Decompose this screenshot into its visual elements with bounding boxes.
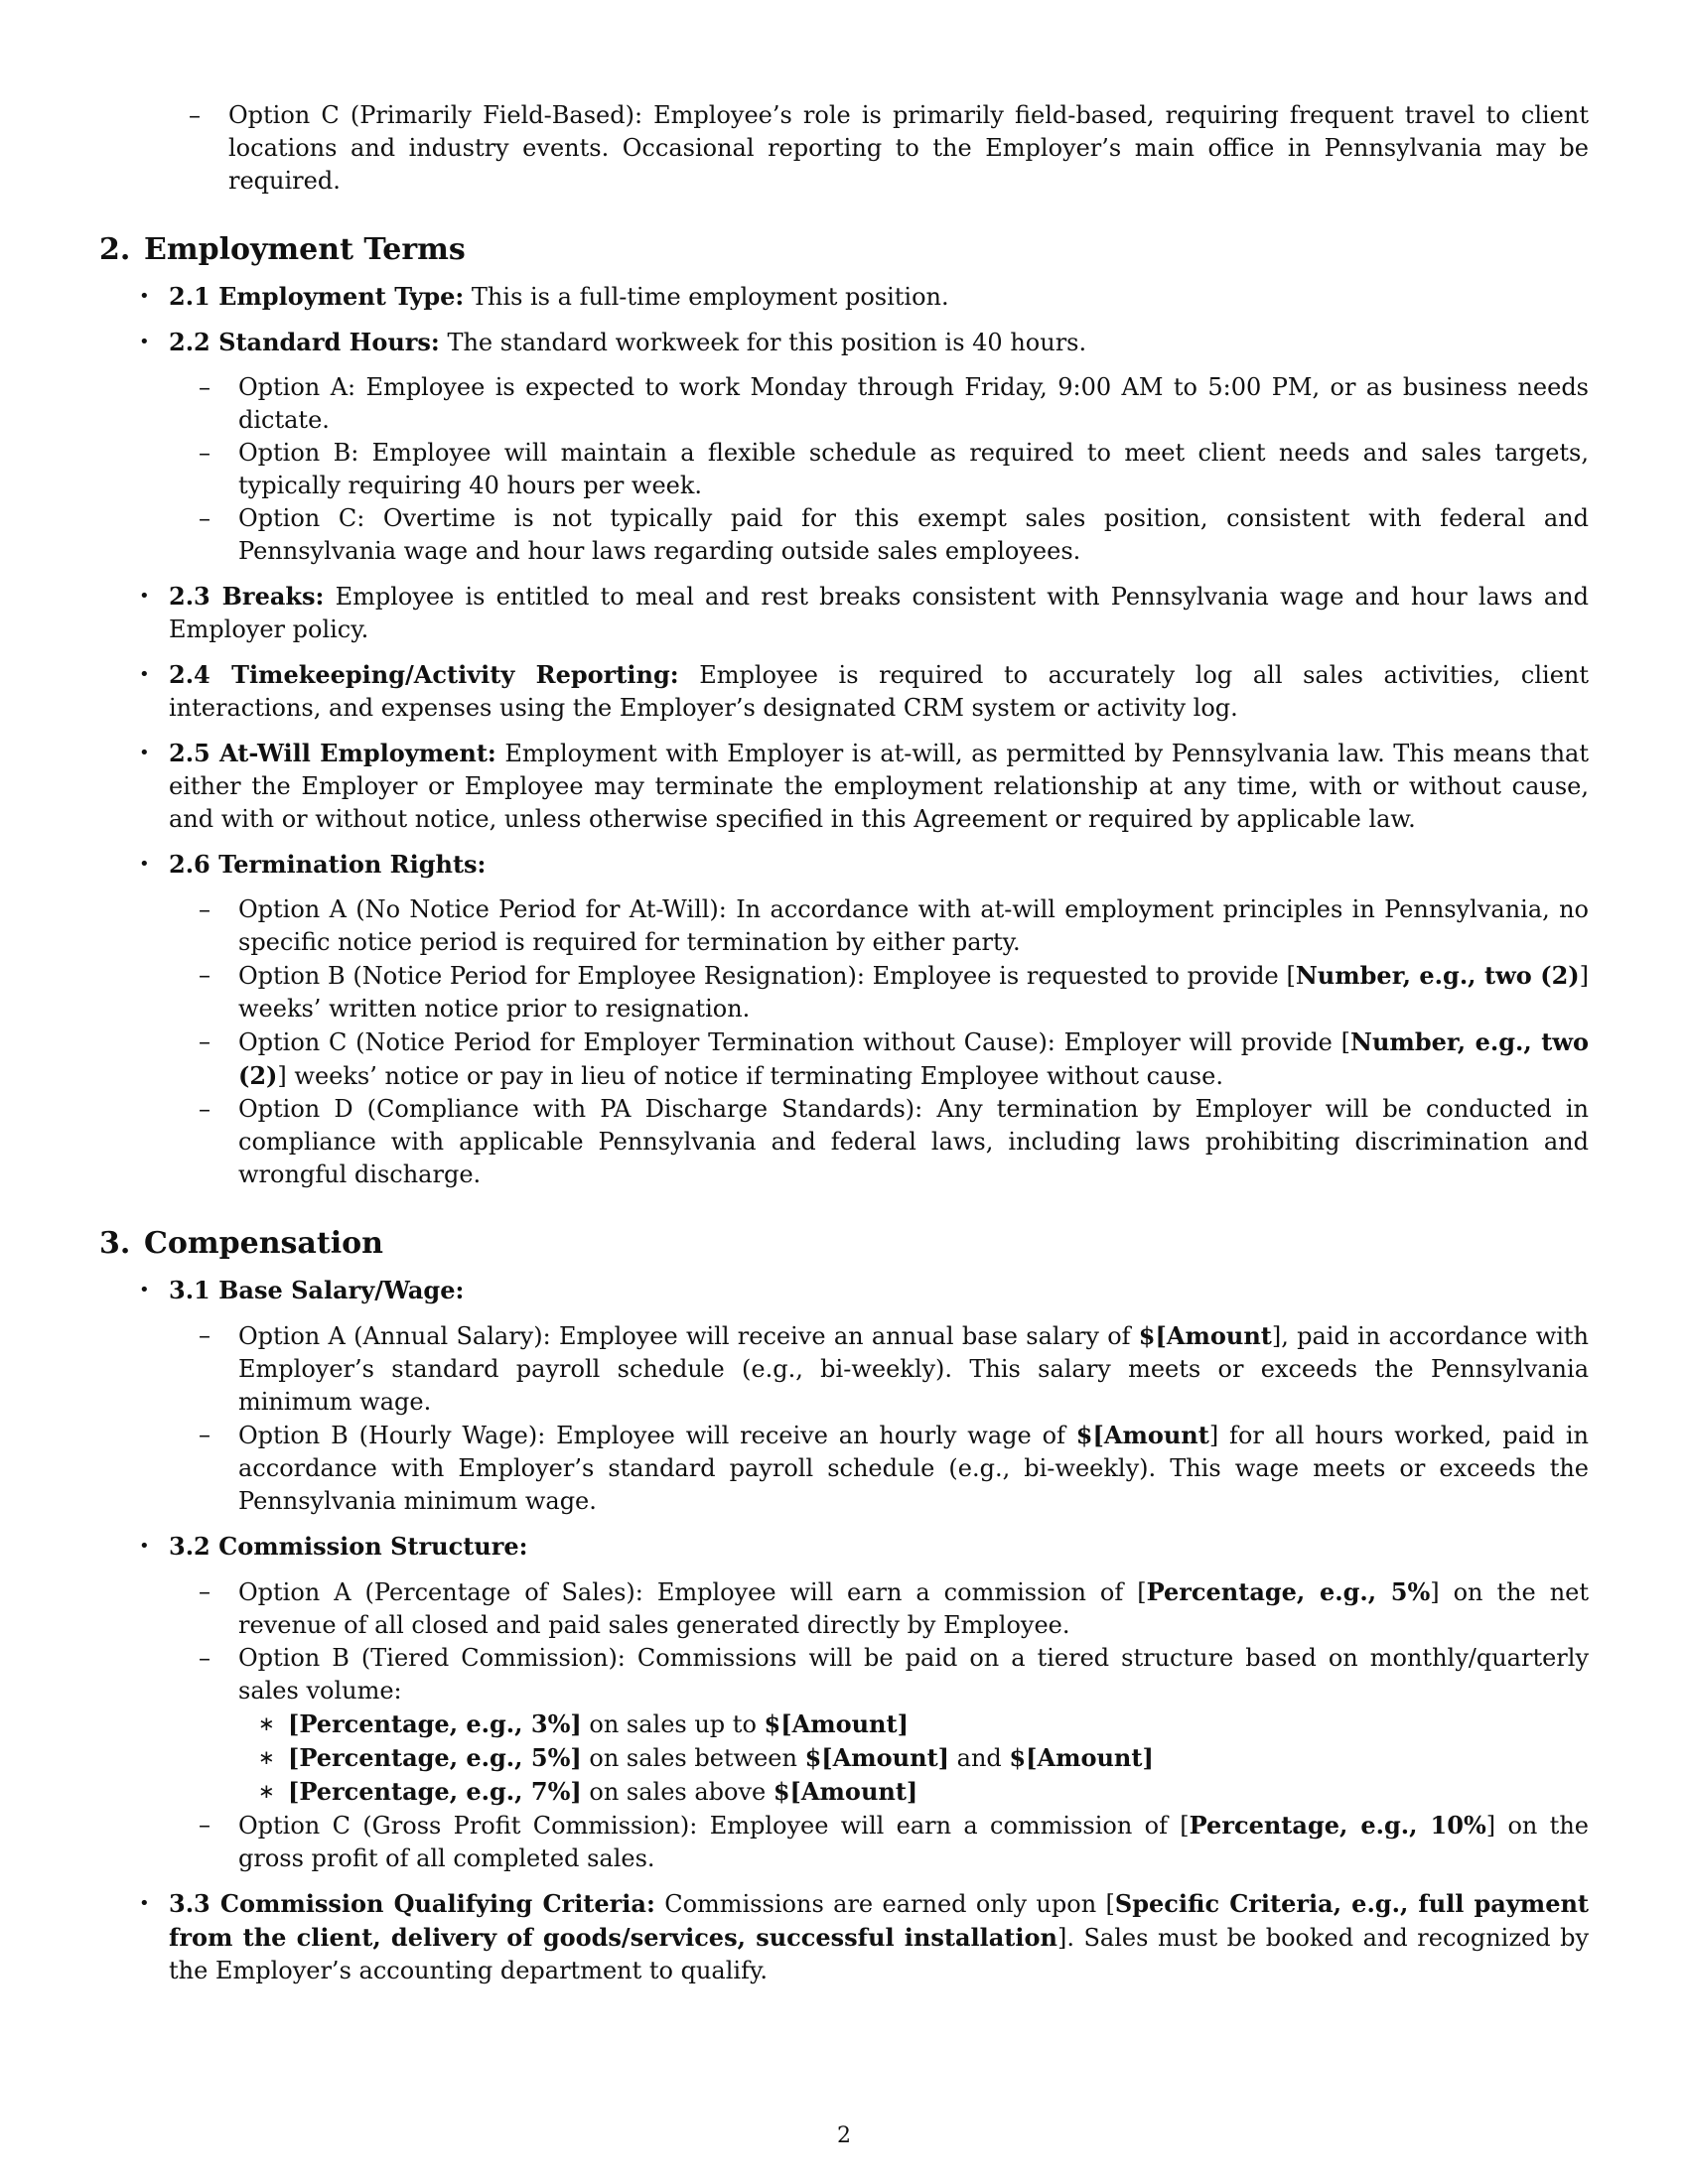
option-text: Option C (Gross Profit Commission): Employee will earn a commission of [	[238, 1812, 1190, 1840]
option-text: Option C (Notice Period for Employer Termination without Cause): Employer will provide [	[238, 1028, 1351, 1056]
placeholder-field: $[Amount	[1075, 1421, 1209, 1449]
option-text: Option A (No Notice Period for At-Will): In accordance with at-will employment principles in Pennsylvania, no specific notice period is required for termination by either party.	[238, 895, 1589, 956]
employment-terms-list	[139, 280, 1589, 1191]
page-number: 2	[837, 2123, 851, 2148]
option-c	[199, 502, 1589, 568]
placeholder-field: Percentage, e.g., 5%	[1146, 1577, 1431, 1606]
option-a	[199, 1319, 1589, 1419]
tier-text: on sales above	[581, 1778, 774, 1806]
option-c-field-based	[189, 99, 1589, 198]
section-heading-compensation	[99, 1226, 1589, 1262]
option-text: ], paid in accordance with Employer’s standard payroll schedule (e.g., bi-weekly). This salary meets or exceeds the Pennsylvania minimum wage.	[238, 1322, 1589, 1416]
clause-label: 2.5 At-Will Employment:	[169, 739, 496, 767]
clause-label: 2.4 Timekeeping/Activity Reporting:	[169, 660, 679, 689]
option-text: ] on the net revenue of all closed and paid sales generated directly by Employee.	[238, 1578, 1590, 1639]
option-text: ] on the gross profit of all completed sales.	[238, 1812, 1589, 1872]
clause-3-2	[139, 1530, 1589, 1875]
option-b	[199, 959, 1589, 1025]
section-number: 2.	[99, 232, 131, 267]
option-text: Option B (Hourly Wage): Employee will receive an hourly wage of	[238, 1422, 1076, 1449]
clause-text: This is a full-time employment position.	[471, 283, 949, 311]
placeholder-field: [Percentage, e.g., 7%]	[288, 1777, 582, 1806]
clause-text: Employee is entitled to meal and rest breaks consistent with Pennsylvania wage and hour laws and Employer policy.	[169, 583, 1589, 643]
option-d	[199, 1093, 1589, 1191]
option-text: ] for all hours worked, paid in accordance with Employer’s standard payroll schedule (e.g., bi-weekly). This wage meets or exceeds the Pennsylvania minimum wage.	[238, 1422, 1589, 1515]
option-text: ] weeks’ notice or pay in lieu of notice if terminating Employee without cause.	[277, 1062, 1223, 1090]
clause-label: 3.2 Commission Structure:	[169, 1532, 528, 1561]
tier-text: and	[949, 1744, 1010, 1772]
option-b	[199, 437, 1589, 502]
placeholder-field: Number, e.g., two (2)	[1295, 961, 1580, 990]
clause-2-2	[139, 326, 1589, 568]
tier-3	[258, 1775, 1589, 1809]
clause-2-5	[139, 737, 1589, 836]
commission-options	[199, 1575, 1589, 1875]
option-c	[199, 1025, 1589, 1093]
placeholder-field: Specific Criteria, e.g., full payment from the client, delivery of goods/services, successful installation	[169, 1889, 1589, 1952]
placeholder-field: Number, e.g., two (2)	[238, 1027, 1589, 1090]
placeholder-field: $[Amount	[1138, 1321, 1272, 1350]
option-text: Option B (Tiered Commission): Commissions will be paid on a tiered structure based on monthly/quarterly sales volume:	[238, 1644, 1589, 1705]
compensation-list	[139, 1274, 1589, 1987]
section-title: Compensation	[144, 1226, 383, 1261]
clause-label: 3.1 Base Salary/Wage:	[169, 1276, 465, 1304]
section-title: Employment Terms	[144, 232, 466, 267]
placeholder-field: $[Amount]	[773, 1777, 918, 1806]
clause-text: Employee is required to accurately log all sales activities, client interactions, and expenses using the Employer’s designated CRM system or activity log.	[169, 661, 1589, 722]
clause-2-3	[139, 580, 1589, 646]
clause-text: The standard workweek for this position is 40 hours.	[447, 329, 1087, 356]
section-number: 3.	[99, 1226, 131, 1261]
option-b	[199, 1642, 1589, 1809]
option-text: Option B (Notice Period for Employee Resignation): Employee is requested to provide [	[238, 962, 1296, 990]
clause-3-1	[139, 1274, 1589, 1518]
clause-label: 3.3 Commission Qualifying Criteria:	[169, 1889, 655, 1918]
tier-text: on sales up to	[581, 1710, 765, 1738]
option-a	[199, 371, 1589, 437]
clause-text: ]. Sales must be booked and recognized by the Employer’s accounting department to qualify.	[169, 1924, 1589, 1984]
option-a	[199, 893, 1589, 959]
section-heading-employment-terms	[99, 232, 1589, 268]
clause-text: Employment with Employer is at-will, as permitted by Pennsylvania law. This means that either the Employer or Employee may terminate the employment relationship at any time, with or without cause, and with or without notice, unless otherwise specified in this Agreement or required by applicable law.	[169, 740, 1589, 833]
placeholder-field: [Percentage, e.g., 3%]	[288, 1709, 582, 1738]
tier-text: on sales between	[581, 1744, 805, 1772]
commission-tiers	[258, 1707, 1589, 1809]
placeholder-field: $[Amount]	[764, 1709, 909, 1738]
option-text: Option D (Compliance with PA Discharge Standards): Any termination by Employer will be conducted in compliance with applicable Pennsylvania and federal laws, including laws prohibiting discrimination and wrongful discharge.	[238, 1095, 1589, 1188]
page-content	[99, 99, 1589, 1987]
option-text: Option A (Percentage of Sales): Employee will earn a commission of [	[238, 1578, 1147, 1606]
placeholder-field: $[Amount]	[804, 1743, 950, 1772]
option-c	[199, 1809, 1589, 1875]
option-text: Option A (Annual Salary): Employee will receive an annual base salary of	[238, 1322, 1139, 1350]
termination-options	[199, 893, 1589, 1191]
option-text: Option C: Overtime is not typically paid for this exempt sales position, consistent with federal and Pennsylvania wage and hour laws regarding outside sales employees.	[238, 504, 1589, 565]
field-options-list	[189, 99, 1589, 198]
option-text: Option A: Employee is expected to work Monday through Friday, 9:00 AM to 5:00 PM, or as business needs dictate.	[238, 373, 1589, 434]
tier-2	[258, 1741, 1589, 1775]
clause-label: 2.3 Breaks:	[169, 582, 325, 611]
clause-2-4	[139, 658, 1589, 725]
clause-3-3	[139, 1887, 1589, 1987]
base-salary-options	[199, 1319, 1589, 1518]
clause-2-6	[139, 848, 1589, 1191]
option-text: Option B: Employee will maintain a flexible schedule as required to meet client needs and sales targets, typically requiring 40 hours per week.	[238, 439, 1589, 499]
clause-label: 2.6 Termination Rights:	[169, 850, 487, 879]
tier-1	[258, 1707, 1589, 1741]
clause-text: Commissions are earned only upon [	[664, 1890, 1115, 1918]
placeholder-field: [Percentage, e.g., 5%]	[288, 1743, 582, 1772]
option-text: ] weeks’ written notice prior to resignation.	[238, 962, 1589, 1023]
standard-hours-options	[199, 371, 1589, 568]
option-text: Option C (Primarily Field-Based): Employee’s role is primarily field-based, requiring frequent travel to client locations and industry events. Occasional reporting to the Employer’s main office in Pennsylvania may be required.	[228, 101, 1589, 195]
placeholder-field: Percentage, e.g., 10%	[1189, 1811, 1486, 1840]
option-a	[199, 1575, 1589, 1642]
clause-2-1	[139, 280, 1589, 314]
clause-label: 2.1 Employment Type:	[169, 282, 465, 311]
clause-label: 2.2 Standard Hours:	[169, 328, 440, 356]
option-b	[199, 1419, 1589, 1518]
placeholder-field: $[Amount]	[1009, 1743, 1154, 1772]
